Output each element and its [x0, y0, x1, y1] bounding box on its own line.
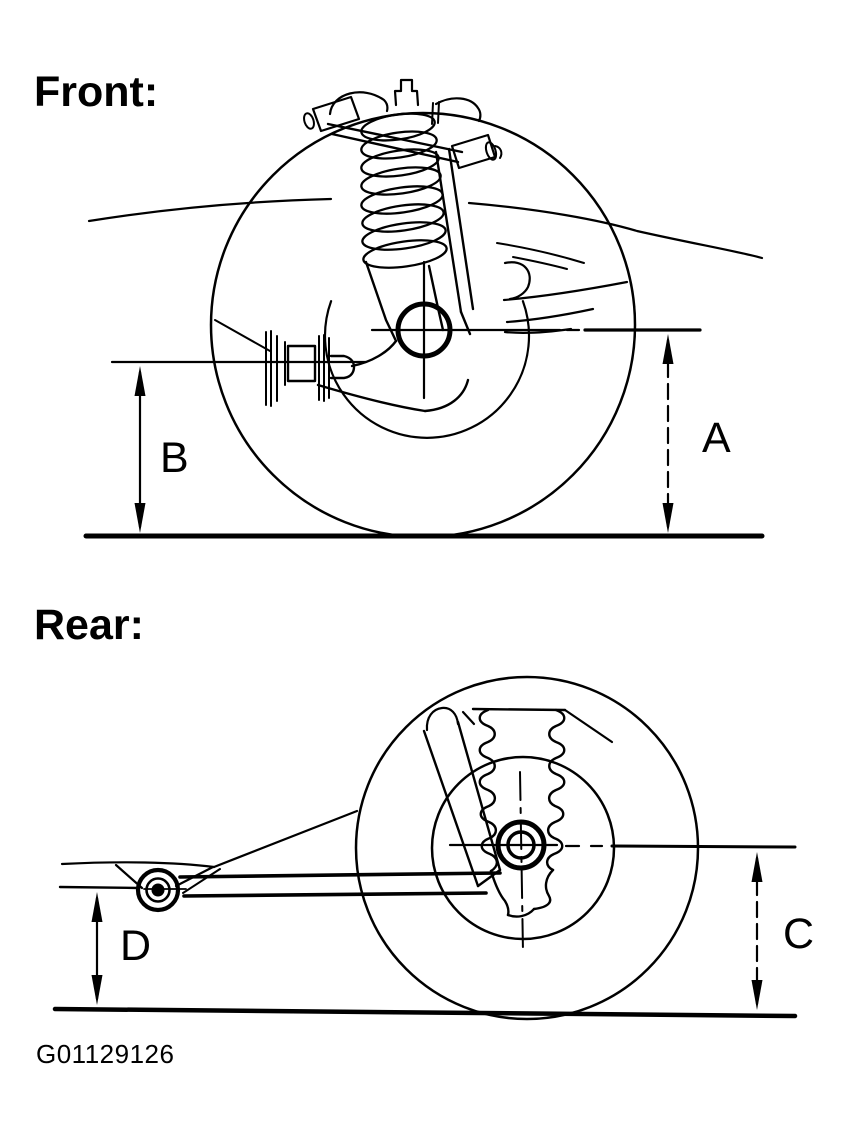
front-body-fender-lines: [89, 199, 762, 269]
strut-rod-nut: [395, 80, 418, 105]
front-view-drawing: [34, 68, 762, 537]
rear-hub-centerline-vertical: [520, 772, 523, 952]
dimension-d-reference-line: [60, 887, 139, 888]
front-hub-assembly: [325, 262, 700, 438]
dimension-c: [752, 852, 815, 1010]
rear-ground-line: [55, 1009, 795, 1016]
control-arm-bushing: [288, 346, 315, 381]
front-heading: Front:: [34, 68, 159, 116]
rear-heading: Rear:: [34, 601, 144, 649]
figure-id: G01129126: [36, 1039, 175, 1069]
rear-tire-circle: [356, 677, 698, 1019]
dimension-label-a: A: [702, 414, 731, 462]
rear-shock-absorber: [424, 708, 500, 886]
rear-view-drawing: [34, 601, 814, 1019]
dimension-label-c: C: [783, 910, 815, 958]
dimension-a: [663, 334, 732, 533]
strut-tube-right-edge: [429, 266, 443, 330]
dimension-c-reference-line: [612, 846, 795, 847]
dimension-d: [60, 887, 151, 1005]
rear-hub-assembly: [450, 772, 795, 952]
front-tie-rod-lines: [504, 262, 627, 333]
dimension-label-d: D: [120, 922, 152, 970]
front-lower-control-arm: [215, 320, 468, 411]
front-rotor-arc: [325, 301, 529, 438]
front-upper-strut-mount: [302, 80, 501, 168]
dimension-label-b: B: [160, 434, 189, 482]
trailing-arm-bushing-center: [152, 884, 165, 897]
rear-coil-spring: [463, 709, 612, 871]
rear-body-lines: [62, 811, 357, 867]
